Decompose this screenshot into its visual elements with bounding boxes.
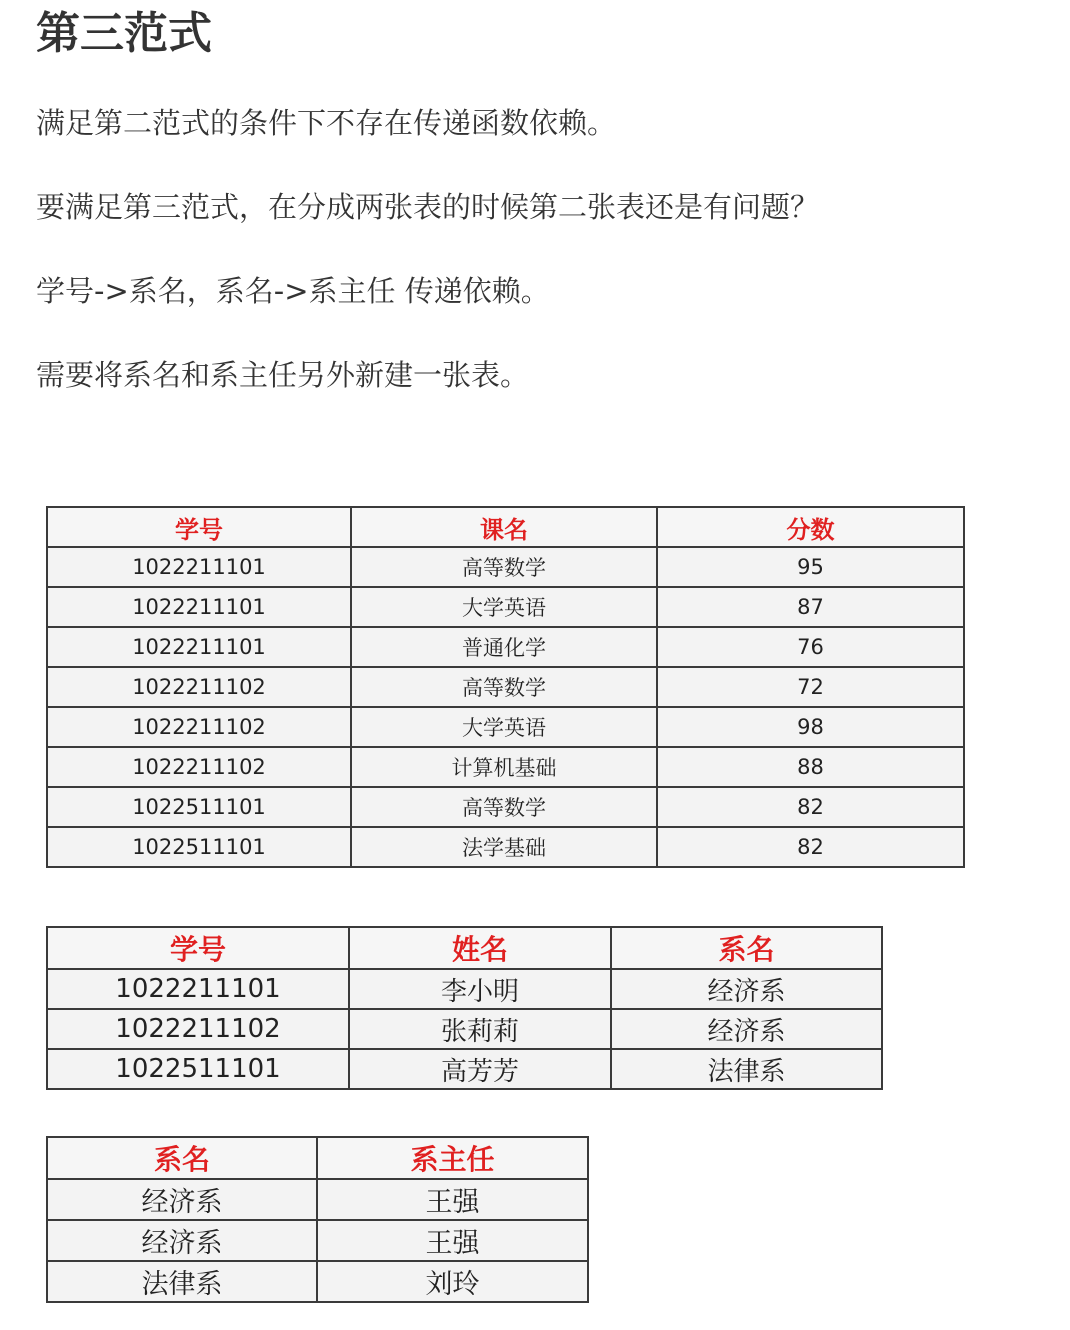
table-row <box>47 827 964 867</box>
cell-course-name: 高等数学 <box>351 787 657 827</box>
cell-score: 72 <box>657 667 964 707</box>
table-header-row <box>47 507 964 547</box>
header-student-id: 学号 <box>47 927 349 969</box>
paragraph-problem: 要满足第三范式，在分成两张表的时候第二张表还是有问题？ <box>36 190 820 224</box>
cell-score: 76 <box>657 627 964 667</box>
table-header-row <box>47 927 882 969</box>
table-row <box>47 787 964 827</box>
cell-student-id: 1022211102 <box>47 747 351 787</box>
header-score: 分数 <box>657 507 964 547</box>
cell-department: 法律系 <box>47 1261 317 1302</box>
cell-department: 法律系 <box>611 1049 882 1089</box>
header-department-head: 系主任 <box>317 1137 588 1179</box>
cell-student-id: 1022211101 <box>47 969 349 1009</box>
table-row <box>47 1220 588 1261</box>
cell-course-name: 大学英语 <box>351 587 657 627</box>
cell-student-id: 1022211101 <box>47 547 351 587</box>
cell-student-id: 1022511101 <box>47 827 351 867</box>
cell-score: 95 <box>657 547 964 587</box>
paragraph-definition: 满足第二范式的条件下不存在传递函数依赖。 <box>36 106 617 140</box>
cell-course-name: 高等数学 <box>351 547 657 587</box>
cell-department-head: 王强 <box>317 1179 588 1220</box>
cell-score: 87 <box>657 587 964 627</box>
header-student-id: 学号 <box>47 507 351 547</box>
cell-student-name: 高芳芳 <box>349 1049 611 1089</box>
cell-course-name: 法学基础 <box>351 827 657 867</box>
cell-department: 经济系 <box>611 969 882 1009</box>
cell-course-name: 普通化学 <box>351 627 657 667</box>
page-title: 第三范式 <box>36 8 212 59</box>
students-table <box>46 926 883 1090</box>
cell-score: 88 <box>657 747 964 787</box>
departments-table <box>46 1136 589 1303</box>
table-row <box>47 707 964 747</box>
table-row <box>47 1049 882 1089</box>
header-course-name: 课名 <box>351 507 657 547</box>
table-row <box>47 969 882 1009</box>
cell-student-id: 1022211102 <box>47 707 351 747</box>
paragraph-solution: 需要将系名和系主任另外新建一张表。 <box>36 358 530 392</box>
cell-student-id: 1022211102 <box>47 667 351 707</box>
cell-course-name: 计算机基础 <box>351 747 657 787</box>
table-row <box>47 747 964 787</box>
cell-department-head: 王强 <box>317 1220 588 1261</box>
cell-score: 82 <box>657 827 964 867</box>
header-student-name: 姓名 <box>349 927 611 969</box>
paragraph-dependency: 学号->系名，系名->系主任 传递依赖。 <box>36 274 550 308</box>
cell-score: 82 <box>657 787 964 827</box>
cell-score: 98 <box>657 707 964 747</box>
cell-student-id: 1022211101 <box>47 627 351 667</box>
cell-department-head: 刘玲 <box>317 1261 588 1302</box>
table-row <box>47 1179 588 1220</box>
cell-student-id: 1022211102 <box>47 1009 349 1049</box>
cell-student-id: 1022511101 <box>47 787 351 827</box>
cell-student-id: 1022211101 <box>47 587 351 627</box>
table-row <box>47 667 964 707</box>
header-department: 系名 <box>47 1137 317 1179</box>
cell-student-name: 李小明 <box>349 969 611 1009</box>
table-row <box>47 627 964 667</box>
cell-student-id: 1022511101 <box>47 1049 349 1089</box>
table-header-row <box>47 1137 588 1179</box>
table-row <box>47 1009 882 1049</box>
cell-course-name: 大学英语 <box>351 707 657 747</box>
cell-course-name: 高等数学 <box>351 667 657 707</box>
table-row <box>47 547 964 587</box>
header-department: 系名 <box>611 927 882 969</box>
cell-department: 经济系 <box>47 1220 317 1261</box>
cell-department: 经济系 <box>47 1179 317 1220</box>
scores-table <box>46 506 965 868</box>
table-row <box>47 1261 588 1302</box>
cell-department: 经济系 <box>611 1009 882 1049</box>
table-row <box>47 587 964 627</box>
cell-student-name: 张莉莉 <box>349 1009 611 1049</box>
